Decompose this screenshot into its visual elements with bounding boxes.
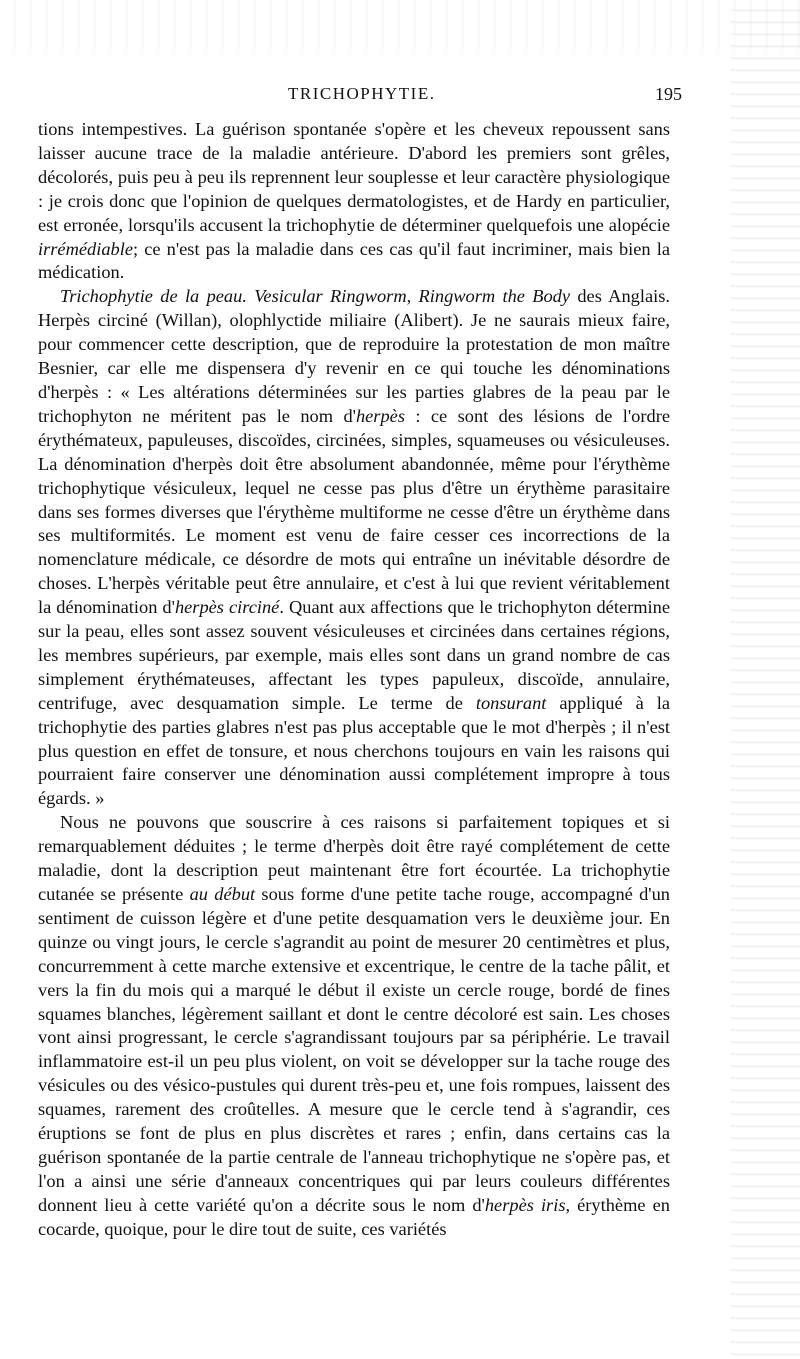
book-page	[38, 84, 682, 1242]
italic-text: irrémédiable	[38, 238, 133, 259]
paragraph	[38, 285, 670, 811]
italic-text: herpès	[355, 405, 405, 426]
italic-text: herpès iris	[484, 1194, 566, 1215]
text-run: des Anglais. Herpès circiné (Willan), olophlyctide miliaire (Alibert). Je ne saurais mieux faire, pour commencer cette description, que de reproduire la protestation de mon maître Besnier, car elle me dispensera d'y revenir en ce qui touche les dénominations d'herpès : « Les altérations déterminées sur les parties glabres de la peau par le trichophyton ne méritent pas le nom d'	[38, 286, 670, 426]
italic-text: herpès circiné	[174, 597, 280, 618]
running-title: TRICHOPHYTIE.	[288, 84, 436, 103]
text-run: . Quant aux affections que le trichophyton détermine sur la peau, elles sont assez souvent vésiculeuses et circinées dans certaines régions, les membres supérieurs, par exemple, mais elles sont dans un grand nombre de cas simplement érythémateuses, affectant les types papuleux, discoïde, annulaire, centrifuge, avec desquamation simple. Le terme de	[38, 597, 670, 713]
page-header	[38, 84, 682, 110]
italic-text: Trichophytie de la peau. Vesicular Ringworm, Ringworm the Body	[60, 286, 571, 307]
italic-text: tonsurant	[475, 692, 547, 713]
text-run: ; ce n'est pas la maladie dans ces cas qu'il faut incriminer, mais bien la médication.	[38, 238, 670, 283]
text-run: sous forme d'une petite tache rouge, accompagné d'un sentiment de cuisson légère et d'une petite desquamation vers le deuxième jour. En quinze ou vingt jours, le cercle s'agrandit au point de mesurer 20 centimètres et plus, concurremment à cette marche extensive et excentrique, le centre de la tache pâlit, et vers la fin du mois qui a marqué le début il existe un cercle rouge, bordé de fines squames blanches, légèrement saillant et dont le centre décoloré est sain. Les choses vont ainsi progressant, le cercle s'agrandissant toujours par sa périphérie. Le travail inflammatoire est-il un peu plus violent, on voit se développer sur la tache rouge des vésicules ou des vésico-pustules qui durent très-peu et, une fois rompues, laissent des squames, rarement des croûtelles. A mesure que le cercle tend à s'agrandir, ces éruptions se font de plus en plus discrètes et rares ; enfin, dans certains cas la guérison spontanée de la partie centrale de l'anneau trichophytique ne s'opère pas, et l'on a ainsi une série d'anneaux concentriques qui par leurs couleurs différentes donnent lieu à cette variété qu'on a décrite sous le nom d'	[38, 884, 670, 1215]
text-run: tions intempestives. La guérison spontanée s'opère et les cheveux repoussent sans laisser aucune trace de la maladie antérieure. D'abord les premiers sont grêles, décolorés, puis peu à peu ils reprennent leur souplesse et leur caractère physiologique : je crois donc que l'opinion de quelques dermatologistes, et de Hardy en particulier, est erronée, lorsqu'ils accusent la trichophytie de déterminer quelquefois une alopécie	[38, 119, 670, 235]
text-run: Nous ne pouvons que souscrire à ces raisons si parfaitement topiques et si remarquablement déduites ; le terme d'herpès doit être rayé complétement de cette maladie, dont la description peut maintenant être fort écourtée. La trichophytie cutanée se présente	[38, 812, 670, 904]
scan-noise-top	[0, 0, 800, 55]
text-run: , érythème en cocarde, quoique, pour le dire tout de suite, ces variétés	[38, 1194, 670, 1239]
text-run: : ce sont des lésions de l'ordre érythémateux, papuleuses, discoïdes, circinées, simples, squameuses ou vésiculeuses. La dénomination d'herpès doit être absolument abandonnée, même pour l'érythème trichophytique vésiculeux, lequel ne cesse pas plus d'être un érythème parasitaire dans ses formes diverses que l'érythème multiforme ne cesse d'être un érythème dans ses multiformités. Le moment est venu de faire cesser ces incorrections de la nomenclature médicale, ce désordre de mots qui entraîne un inévitable désordre de choses. L'herpès véritable peut être annulaire, et c'est à lui que revient véritablement la dénomination d'	[38, 405, 670, 618]
scan-noise-right-edge	[730, 0, 800, 1359]
page-number: 195	[655, 84, 682, 104]
text-run: appliqué à la trichophytie des parties glabres n'est pas plus acceptable que le mot d'herpès ; il n'est plus question en effet de tonsure, et nous cherchons toujours en vain les raisons qui pourraient faire conserver une dénomination aussi complétement impropre à tous égards. »	[38, 692, 670, 809]
paragraph	[38, 811, 670, 1241]
italic-text: au début	[189, 884, 256, 904]
paragraph	[38, 118, 670, 285]
body-text	[38, 118, 670, 1242]
